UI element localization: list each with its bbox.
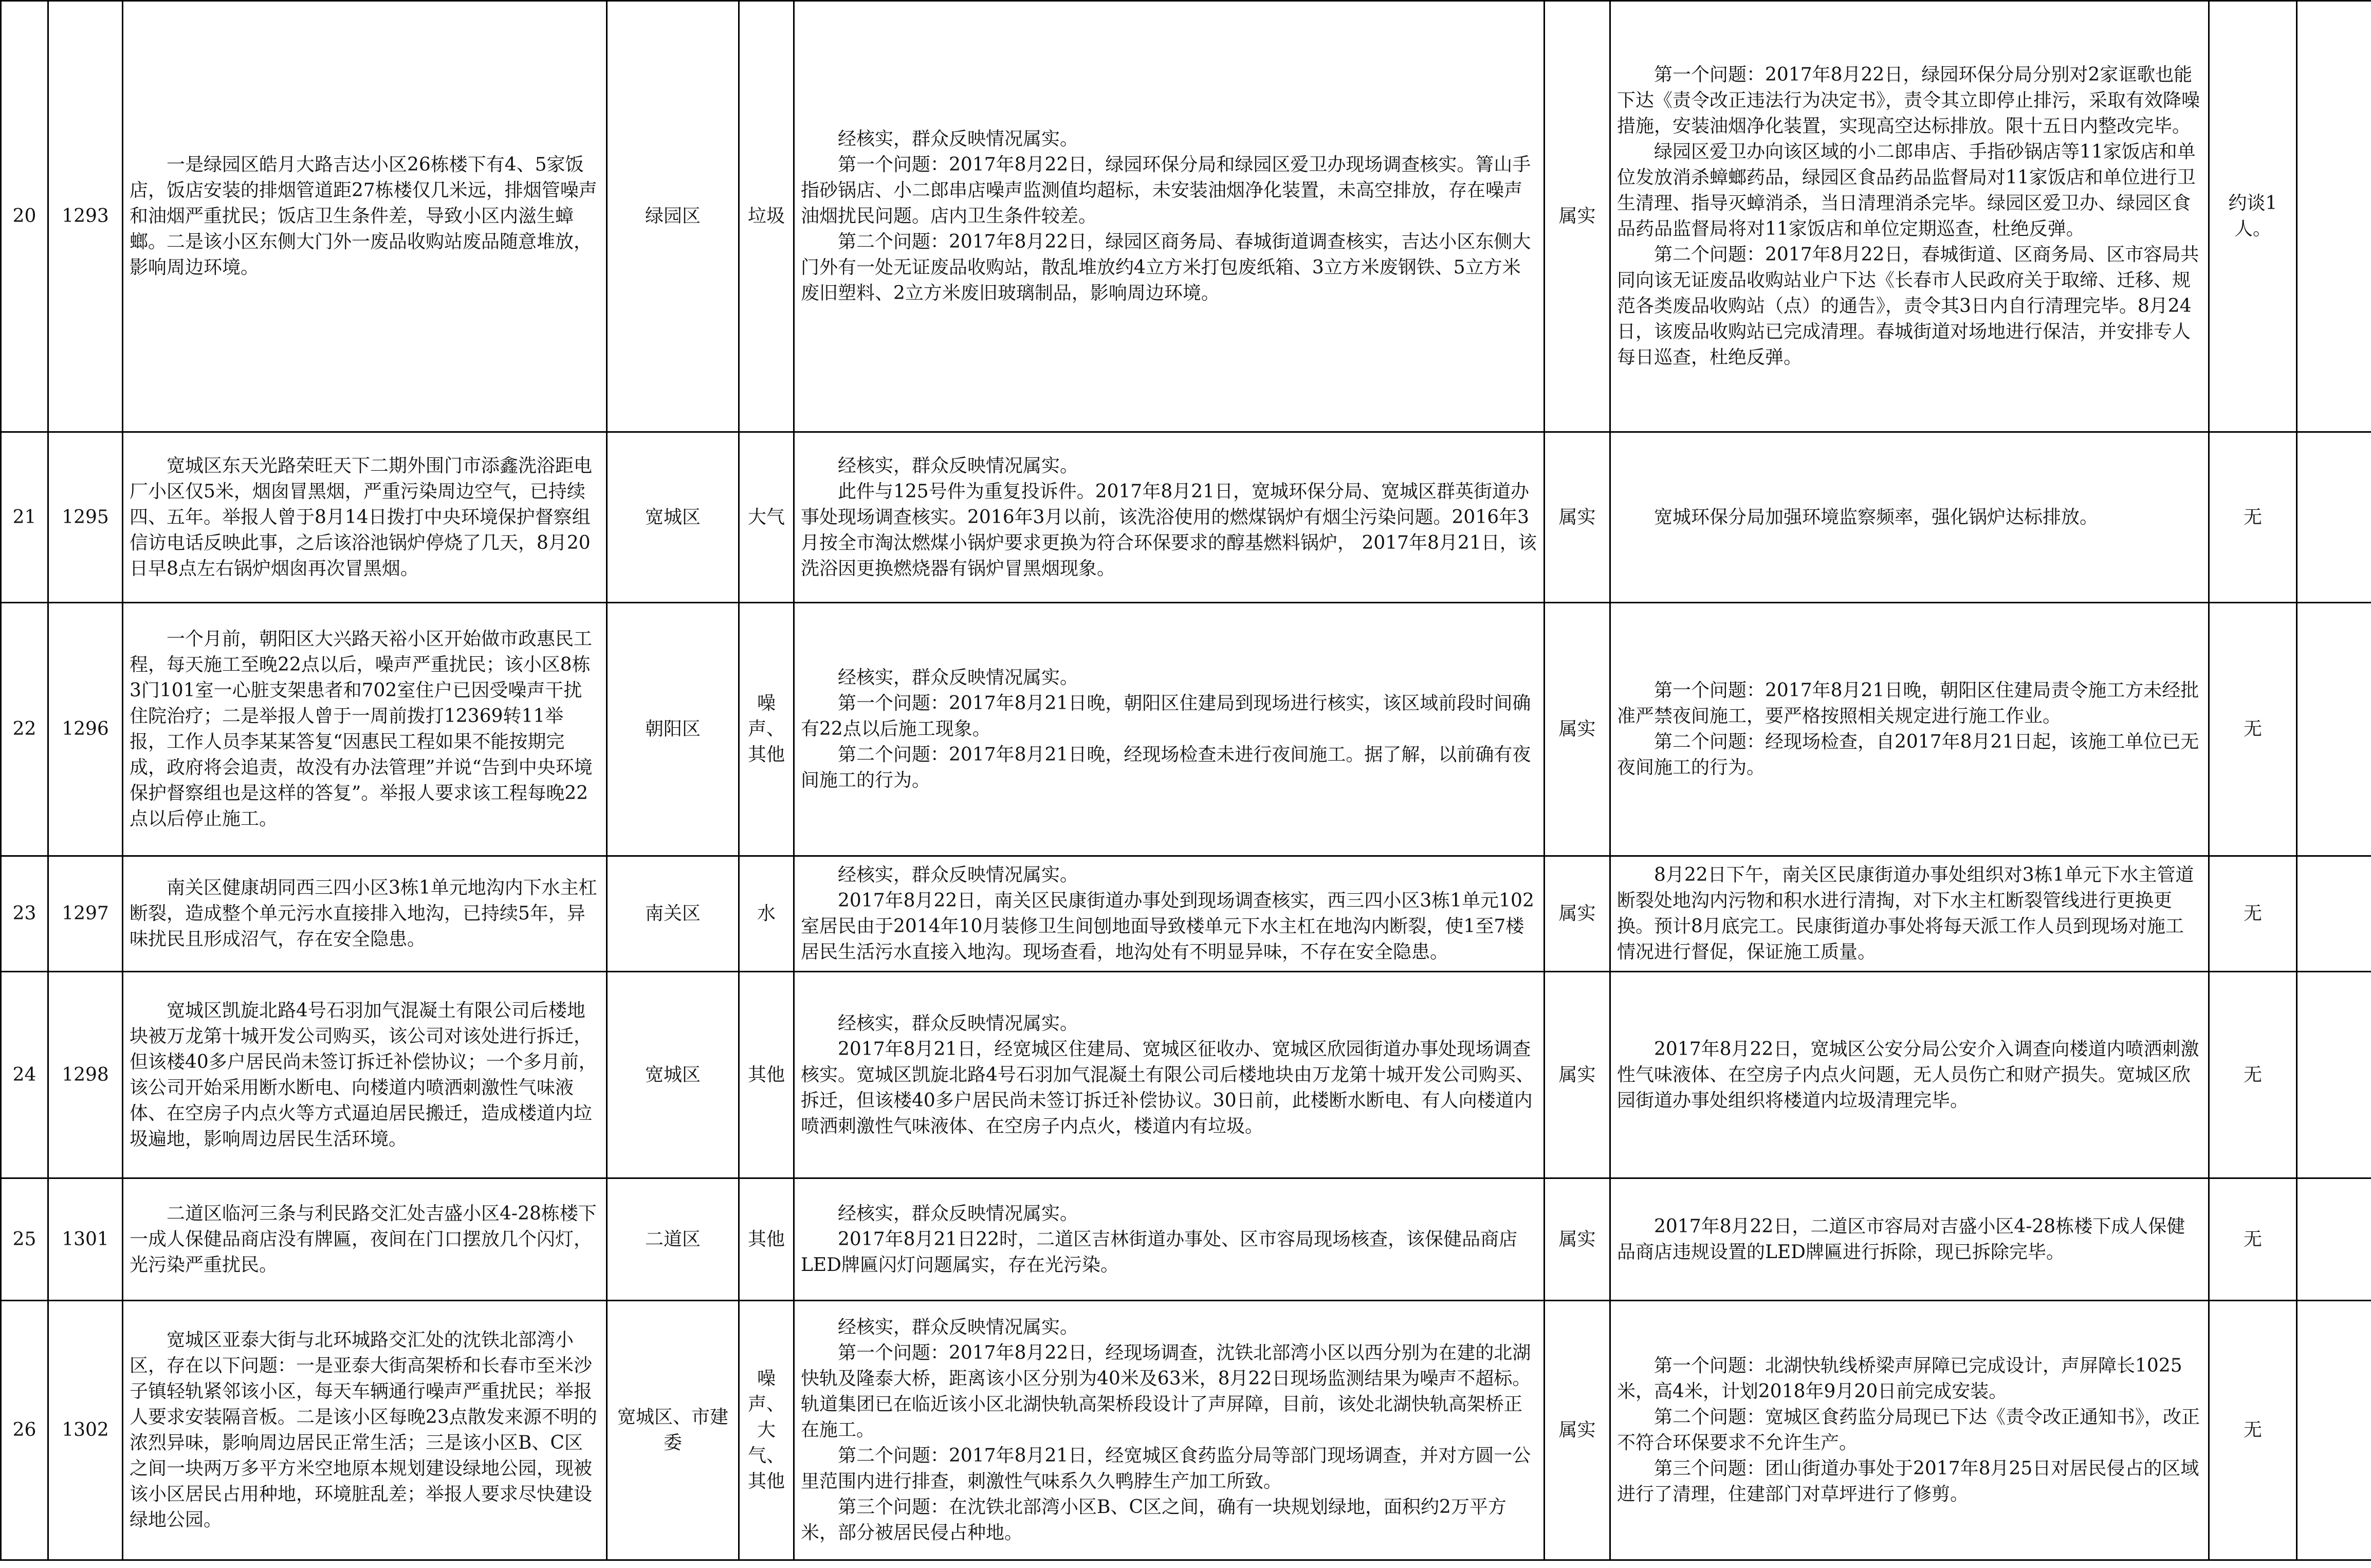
seq-cell: 22 (1, 603, 48, 856)
accountability-cell: 无 (2209, 856, 2297, 972)
handling-cell (1610, 1301, 2209, 1560)
findings-paragraph: 2017年8月21日22时，二道区吉林街道办事处、区市容局现场核查，该保健品商店LED牌匾闪灯问题属实，存在光污染。 (801, 1228, 1518, 1276)
complaint-text: 宽城区亚泰大街与北环城路交汇处的沈铁北部湾小区，存在以下问题：一是亚泰大街高架桥和长春市至米沙子镇轻轨紧邻该小区，每天车辆通行噪声严重扰民；举报人要求安装隔音板。二是该小区每晚23点散发来源不明的浓烈异味，影响周边居民正常生活；三是该小区B、C区之间一块两万多平方米空地原本规划建设绿地公园，现被该小区居民占用种地，环境脏乱差；举报人要求尽快建设绿地公园。 (130, 1330, 597, 1530)
handling-paragraph: 第二个问题：2017年8月22日，春城街道、区商务局、区市容局共同向该无证废品收购站业户下达《长春市人民政府关于取缔、迁移、规范各类废品收购站（点）的通告》，责令其3日内自行清理完毕。8月24日，该废品收购站已完成清理。春城街道对场地进行保洁，并安排专人每日巡查，杜绝反弹。 (1617, 244, 2199, 368)
seq-cell: 24 (1, 972, 48, 1178)
handling-paragraph: 第三个问题：团山街道办事处于2017年8月25日对居民侵占的区域进行了清理，住建部门对草坪进行了修剪。 (1617, 1458, 2199, 1505)
table-row (1, 972, 2371, 1178)
verdict-cell: 属实 (1545, 856, 1610, 972)
verdict-cell: 属实 (1545, 603, 1610, 856)
verdict-cell: 属实 (1545, 432, 1610, 603)
findings-paragraph: 经核实，群众反映情况属实。 (838, 455, 1079, 476)
accountability-cell: 约谈1人。 (2209, 1, 2297, 432)
handling-paragraph: 第一个问题：北湖快轨线桥梁声屏障已完成设计，声屏障长1025米，高4米，计划2018年9月20日前完成安装。 (1617, 1355, 2182, 1402)
handling-paragraph: 宽城环保分局加强环境监察频率，强化锅炉达标排放。 (1654, 506, 2099, 528)
district-cell: 宽城区 (607, 972, 739, 1178)
id-cell: 1293 (48, 1, 123, 432)
id-cell: 1302 (48, 1301, 123, 1560)
complaint-text: 二道区临河三条与利民路交汇处吉盛小区4-28栋楼下一成人保健品商店没有牌匾，夜间在门口摆放几个闪灯，光污染严重扰民。 (130, 1203, 597, 1276)
seq-cell: 23 (1, 856, 48, 972)
complaint-text: 一个月前，朝阳区大兴路天裕小区开始做市政惠民工程，每天施工至晚22点以后，噪声严重扰民；该小区8栋3门101室一心脏支架患者和702室住户已因受噪声干扰住院治疗；二是举报人曾于一周前拨打12369转11举报，工作人员李某某答复“因惠民工程如果不能按期完成，政府将会追责，故没有办法管理”并说“告到中央环境保护督察组也是这样的答复”。举报人要求该工程每晚22点以后停止施工。 (130, 629, 593, 829)
complaint-cell (123, 1178, 607, 1301)
findings-cell (794, 972, 1545, 1178)
accountability-cell: 无 (2209, 1301, 2297, 1560)
findings-paragraph: 经核实，群众反映情况属实。 (838, 1203, 1079, 1224)
findings-paragraph: 第一个问题：2017年8月22日，绿园环保分局和绿园区爱卫办现场调查核实。箐山手指砂锅店、小二郎串店噪声监测值均超标，未安装油烟净化装置，未高空排放，存在噪声油烟扰民问题。店内卫生条件较差。 (801, 154, 1531, 227)
handling-cell (1610, 972, 2209, 1178)
handling-paragraph: 2017年8月22日，二道区市容局对吉盛小区4-28栋楼下成人保健品商店违规设置的LED牌匾进行拆除，现已拆除完毕。 (1617, 1215, 2185, 1263)
handling-cell (1610, 1, 2209, 432)
findings-paragraph: 此件与125号件为重复投诉件。2017年8月21日，宽城环保分局、宽城区群英街道办事处现场调查核实。2016年3月以前，该洗浴使用的燃煤锅炉有烟尘污染问题。2016年3月按全市淘汰燃煤小锅炉要求更换为符合环保要求的醇基燃料锅炉， 2017年8月21日，该洗浴因更换燃烧器有锅炉冒黑烟现象。 (801, 481, 1537, 579)
district-cell: 南关区 (607, 856, 739, 972)
findings-cell (794, 432, 1545, 603)
complaint-cell (123, 856, 607, 972)
complaint-text: 南关区健康胡同西三四小区3栋1单元地沟内下水主杠断裂，造成整个单元污水直接排入地沟，已持续5年，异味扰民且形成沼气，存在安全隐患。 (130, 877, 597, 950)
type-cell: 噪声、大气、其他 (739, 1301, 794, 1560)
seq-cell: 21 (1, 432, 48, 603)
type-cell: 噪声、其他 (739, 603, 794, 856)
type-cell: 大气 (739, 432, 794, 603)
empty-cell (2297, 432, 2371, 603)
district-cell: 绿园区 (607, 1, 739, 432)
id-cell: 1295 (48, 432, 123, 603)
findings-paragraph: 经核实，群众反映情况属实。 (838, 1012, 1079, 1034)
district-cell: 宽城区、市建委 (607, 1301, 739, 1560)
findings-cell (794, 1, 1545, 432)
findings-paragraph: 第一个问题：2017年8月22日，经现场调查，沈铁北部湾小区以西分别为在建的北湖快轨及隆泰大桥，距离该小区分别为40米及63米，8月22日现场监测结果为噪声不超标。轨道集团已在临近该小区北湖快轨高架桥段设计了声屏障，目前，该处北湖快轨高架桥正在施工。 (801, 1342, 1531, 1441)
table-row (1, 1, 2371, 432)
empty-cell (2297, 1301, 2371, 1560)
id-cell: 1297 (48, 856, 123, 972)
findings-paragraph: 2017年8月21日，经宽城区住建局、宽城区征收办、宽城区欣园街道办事处现场调查核实。宽城区凯旋北路4号石羽加气混凝土有限公司后楼地块由万龙第十城开发公司购买、拆迁，但该楼40多户居民尚未签订拆迁补偿协议。30日前，此楼断水断电、有人向楼道内喷洒刺激性气味液体、在空房子内点火，楼道内有垃圾。 (801, 1038, 1534, 1137)
findings-cell (794, 603, 1545, 856)
type-cell: 其他 (739, 1178, 794, 1301)
findings-paragraph: 第二个问题：2017年8月21日，经宽城区食药监分局等部门现场调查，并对方圆一公里范围内进行排查，刺激性气味系久久鸭脖生产加工所致。 (801, 1445, 1531, 1492)
district-cell: 朝阳区 (607, 603, 739, 856)
type-cell: 水 (739, 856, 794, 972)
accountability-cell: 无 (2209, 1178, 2297, 1301)
handling-paragraph: 第二个问题：经现场检查，自2017年8月21日起，该施工单位已无夜间施工的行为。 (1617, 731, 2199, 778)
table-row (1, 432, 2371, 603)
findings-cell (794, 1301, 1545, 1560)
handling-cell (1610, 432, 2209, 603)
findings-paragraph: 经核实，群众反映情况属实。 (838, 1317, 1079, 1338)
findings-paragraph: 2017年8月22日，南关区民康街道办事处到现场调查核实，西三四小区3栋1单元102室居民由于2014年10月装修卫生间刨地面导致楼单元下水主杠在地沟内断裂，使1至7楼居民生活污水直接入地沟。现场查看，地沟处有不明显异味，不存在安全隐患。 (801, 890, 1534, 963)
seq-cell: 26 (1, 1301, 48, 1560)
verdict-cell: 属实 (1545, 1178, 1610, 1301)
handling-paragraph: 第一个问题：2017年8月21日晚，朝阳区住建局责令施工方未经批准严禁夜间施工，要严格按照相关规定进行施工作业。 (1617, 680, 2199, 727)
findings-paragraph: 第二个问题：2017年8月22日，绿园区商务局、春城街道调查核实，吉达小区东侧大门外有一处无证废品收购站，散乱堆放约4立方米打包废纸箱、3立方米废钢铁、5立方米废旧塑料、2立方米废旧玻璃制品，影响周边环境。 (801, 231, 1531, 304)
complaint-cell (123, 603, 607, 856)
handling-paragraph: 8月22日下午，南关区民康街道办事处组织对3栋1单元下水主管道断裂处地沟内污物和积水进行清掏，对下水主杠断裂管线进行更换更换。预计8月底完工。民康街道办事处将每天派工作人员到现场对施工情况进行督促，保证施工质量。 (1617, 864, 2194, 963)
findings-paragraph: 第三个问题：在沈铁北部湾小区B、C区之间，确有一块规划绿地，面积约2万平方米，部分被居民侵占种地。 (801, 1497, 1506, 1543)
verdict-cell: 属实 (1545, 972, 1610, 1178)
complaint-text: 宽城区凯旋北路4号石羽加气混凝土有限公司后楼地块被万龙第十城开发公司购买，该公司对该处进行拆迁，但该楼40多户居民尚未签订拆迁补偿协议；一个多月前，该公司开始采用断水断电、向楼道内喷洒刺激性气味液体、在空房子内点火等方式逼迫居民搬迁，造成楼道内垃圾遍地，影响周边居民生活环境。 (130, 1000, 597, 1150)
type-cell: 其他 (739, 972, 794, 1178)
handling-cell (1610, 1178, 2209, 1301)
complaint-cell (123, 972, 607, 1178)
table-row (1, 856, 2371, 972)
handling-cell (1610, 603, 2209, 856)
table-body (1, 1, 2371, 1560)
table-row (1, 603, 2371, 856)
handling-paragraph: 第一个问题：2017年8月22日，绿园环保分局分别对2家诓歌也能下达《责令改正违法行为决定书》，责令其立即停止排污，采取有效降噪措施，安装油烟净化装置，实现高空达标排放。限十五日内整改完毕。 (1617, 64, 2200, 137)
seq-cell: 25 (1, 1178, 48, 1301)
findings-paragraph: 第二个问题：2017年8月21日晚，经现场检查未进行夜间施工。据了解，以前确有夜间施工的行为。 (801, 744, 1531, 791)
empty-cell (2297, 1, 2371, 432)
id-cell: 1301 (48, 1178, 123, 1301)
district-cell: 宽城区 (607, 432, 739, 603)
findings-paragraph: 经核实，群众反映情况属实。 (838, 667, 1079, 688)
verdict-cell: 属实 (1545, 1301, 1610, 1560)
complaint-text: 一是绿园区皓月大路吉达小区26栋楼下有4、5家饭店，饭店安装的排烟管道距27栋楼仅几米远，排烟管噪声和油烟严重扰民；饭店卫生条件差，导致小区内滋生蟑螂。二是该小区东侧大门外一废品收购站废品随意堆放，影响周边环境。 (130, 154, 597, 278)
verdict-cell: 属实 (1545, 1, 1610, 432)
table-row (1, 1178, 2371, 1301)
handling-paragraph: 2017年8月22日，宽城区公安分局公安介入调查向楼道内喷洒刺激性气味液体、在空房子内点火问题，无人员伤亡和财产损失。宽城区欣园街道办事处组织将楼道内垃圾清理完毕。 (1617, 1038, 2199, 1111)
complaint-cell (123, 1301, 607, 1560)
accountability-cell: 无 (2209, 972, 2297, 1178)
empty-cell (2297, 972, 2371, 1178)
id-cell: 1298 (48, 972, 123, 1178)
seq-cell: 20 (1, 1, 48, 432)
complaint-cell (123, 432, 607, 603)
findings-paragraph: 经核实，群众反映情况属实。 (838, 128, 1079, 150)
accountability-cell: 无 (2209, 603, 2297, 856)
empty-cell (2297, 603, 2371, 856)
handling-cell (1610, 856, 2209, 972)
findings-cell (794, 856, 1545, 972)
table-row (1, 1301, 2371, 1560)
complaint-text: 宽城区东天光路荣旺天下二期外围门市添鑫洗浴距电厂小区仅5米，烟囱冒黑烟，严重污染周边空气，已持续四、五年。举报人曾于8月14日拨打中央环境保护督察组信访电话反映此事，之后该浴池锅炉停烧了几天，8月20日早8点左右锅炉烟囱再次冒黑烟。 (130, 455, 593, 579)
complaint-cell (123, 1, 607, 432)
id-cell: 1296 (48, 603, 123, 856)
findings-cell (794, 1178, 1545, 1301)
accountability-cell: 无 (2209, 432, 2297, 603)
empty-cell (2297, 1178, 2371, 1301)
handling-paragraph: 第二个问题：宽城区食药监分局现已下达《责令改正通知书》，改正不符合环保要求不允许生产。 (1617, 1407, 2200, 1453)
empty-cell (2297, 856, 2371, 972)
handling-paragraph: 绿园区爱卫办向该区域的小二郎串店、手指砂锅店等11家饭店和单位发放消杀蟑螂药品，绿园区食品药品监督局对11家饭店和单位进行卫生清理、指导灭蟑消杀，当日清理消杀完毕。绿园区爱卫办、绿园区食品药品监督局将对11家饭店和单位定期巡查，杜绝反弹。 (1617, 141, 2196, 239)
findings-paragraph: 第一个问题：2017年8月21日晚，朝阳区住建局到现场进行核实，该区域前段时间确有22点以后施工现象。 (801, 693, 1531, 740)
findings-paragraph: 经核实，群众反映情况属实。 (838, 864, 1079, 886)
district-cell: 二道区 (607, 1178, 739, 1301)
type-cell: 垃圾 (739, 1, 794, 432)
